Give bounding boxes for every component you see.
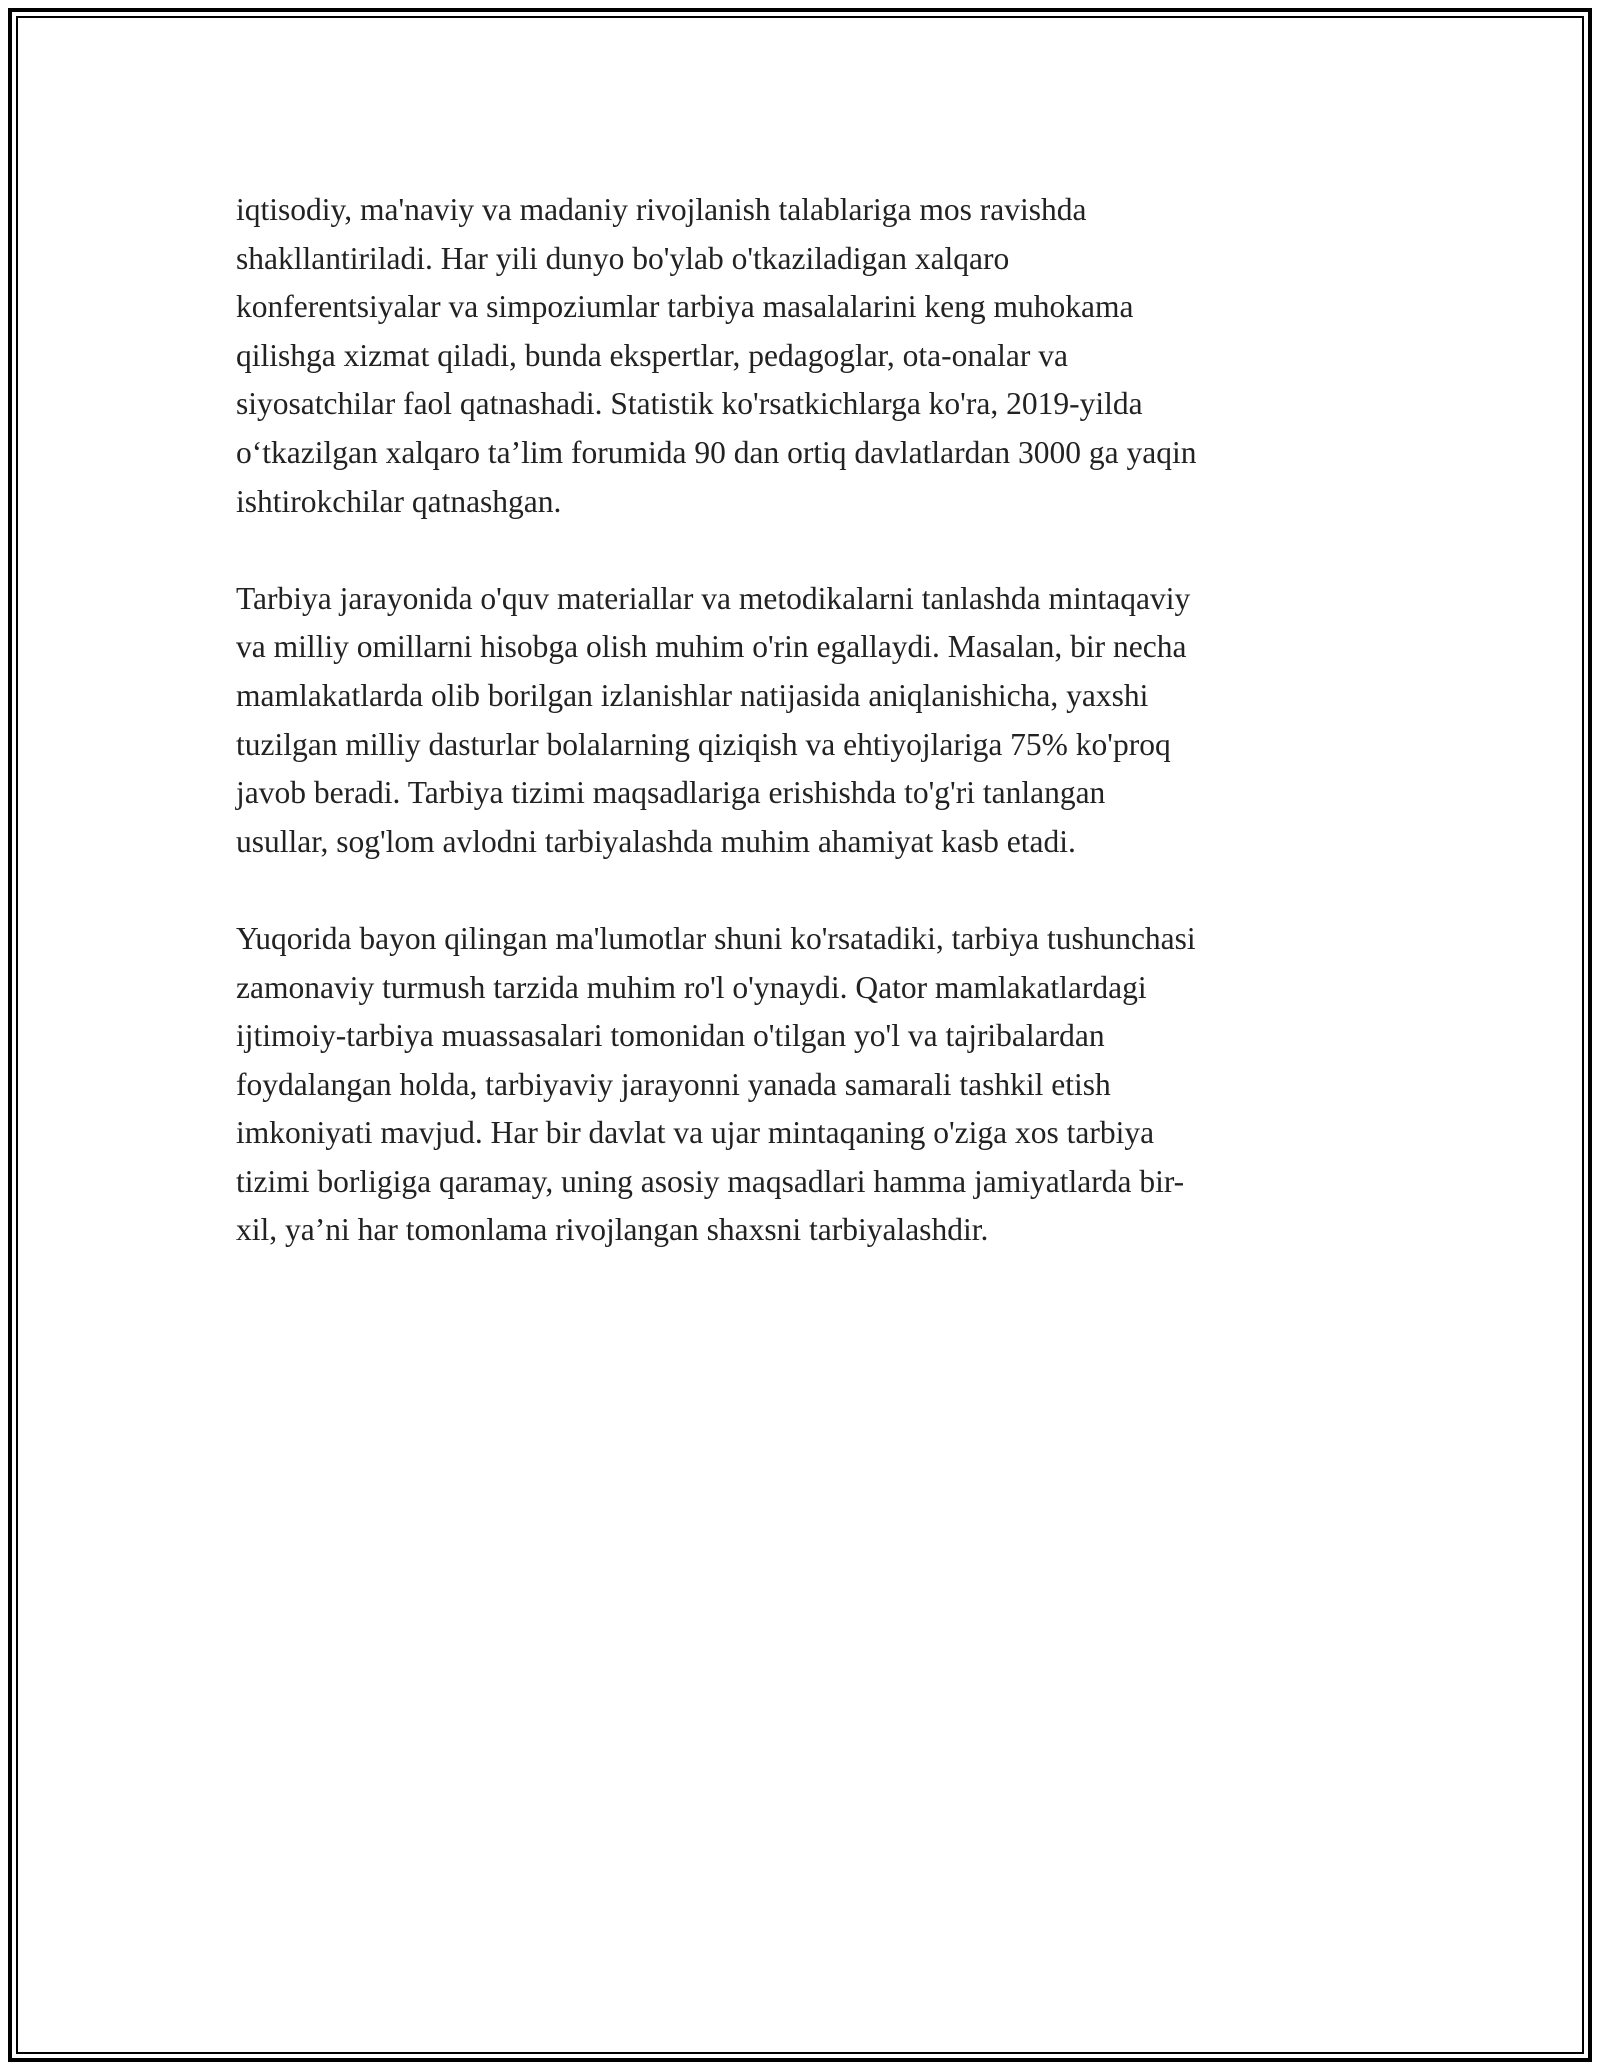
text-line: xil, ya’ni har tomonlama rivojlangan shaxsni tarbiyalashdir. [236, 1212, 989, 1248]
text-line: ijtimoiy-tarbiya muassasalari tomonidan o'tilgan yo'l va tajribalardan [236, 1018, 1105, 1054]
document-body [236, 186, 1366, 1304]
text-line: imkoniyati mavjud. Har bir davlat va ujar mintaqaning o'ziga xos tarbiya [236, 1115, 1155, 1151]
text-line: siyosatchilar faol qatnashadi. Statistik ko'rsatkichlarga ko'ra, 2019-yilda [236, 386, 1143, 422]
text-line: usullar, sog'lom avlodni tarbiyalashda muhim ahamiyat kasb etadi. [236, 823, 1076, 859]
text-line: javob beradi. Tarbiya tizimi maqsadlariga erishishda to'g'ri tanlangan [236, 775, 1106, 811]
paragraph-1 [236, 186, 1366, 526]
text-line: mamlakatlarda olib borilgan izlanishlar natijasida aniqlanishicha, yaxshi [236, 677, 1149, 713]
paragraph-2 [236, 575, 1366, 867]
text-line: zamonaviy turmush tarzida muhim ro'l o'ynaydi. Qator mamlakatlardagi [236, 969, 1147, 1005]
text-line: Yuqorida bayon qilingan ma'lumotlar shuni ko'rsatadiki, tarbiya tushunchasi [236, 920, 1196, 956]
paragraph-3 [236, 915, 1366, 1255]
text-line: shakllantiriladi. Har yili dunyo bo'ylab o'tkaziladigan xalqaro [236, 240, 1010, 276]
text-line: iqtisodiy, ma'naviy va madaniy rivojlanish talablariga mos ravishda [236, 192, 1087, 227]
text-line: ishtirokchilar qatnashgan. [236, 483, 562, 519]
text-line: konferentsiyalar va simpoziumlar tarbiya masalalarini keng muhokama [236, 289, 1134, 325]
text-line: va milliy omillarni hisobga olish muhim o'rin egallaydi. Masalan, bir necha [236, 629, 1187, 665]
text-line: o‘tkazilgan xalqaro ta’lim forumida 90 dan ortiq davlatlardan 3000 ga yaqin [236, 434, 1197, 470]
text-line: Tarbiya jarayonida o'quv materiallar va metodikalarni tanlashda mintaqaviy [236, 580, 1191, 616]
text-line: qilishga xizmat qiladi, bunda ekspertlar, pedagoglar, ota-onalar va [236, 337, 1068, 373]
text-line: tuzilgan milliy dasturlar bolalarning qiziqish va ehtiyojlariga 75% ko'proq [236, 726, 1171, 762]
text-line: foydalangan holda, tarbiyaviy jarayonni yanada samarali tashkil etish [236, 1066, 1111, 1102]
text-line: tizimi borligiga qaramay, uning asosiy maqsadlari hamma jamiyatlarda bir- [236, 1163, 1185, 1199]
